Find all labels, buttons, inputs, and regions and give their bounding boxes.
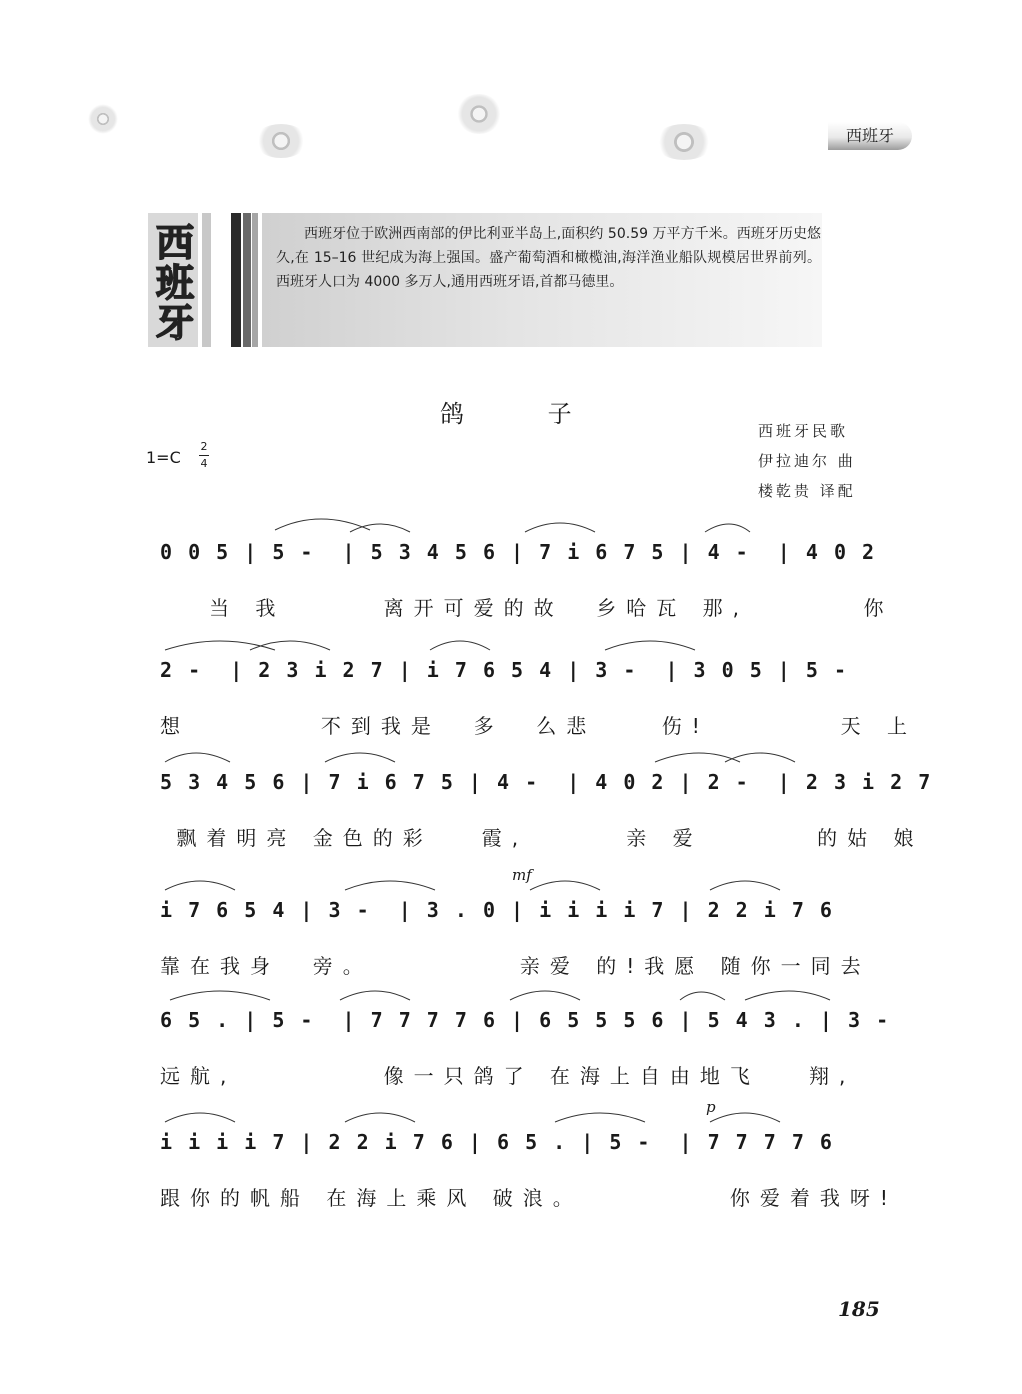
dynamic-mf: mf [512,866,532,884]
score-line [0,770,1022,880]
time-signature: 2 4 [200,440,208,470]
divider-bar [243,213,251,347]
divider-bar [231,213,241,347]
notation: i i i i 7 | 2 2 i 7 6 | 6 5 . | 5 - | 7 7 7 7 6 [160,1130,834,1154]
notation: i 7 6 5 4 | 3 - | 3 . 0 | i i i i 7 | 2 2 i 7 6 [160,898,834,922]
notation: 5 3 4 5 6 | 7 i 6 7 5 | 4 - | 4 0 2 | 2 - | 2 3 i 2 7 [160,770,933,794]
credit-translator: 楼乾贵 译配 [758,482,856,500]
lyric-line: 飘着明亮 金色的彩 霞, 亲 爱 的姑 娘 [160,826,924,850]
notation: 6 5 . | 5 - | 7 7 7 7 6 | 6 5 5 5 6 | 5 4 3 . | 3 - [160,1008,891,1032]
title-char: 班 [155,260,194,305]
notation: 2 - | 2 3 i 2 7 | i 7 6 5 4 | 3 - | 3 0 5 | 5 - [160,658,849,682]
title-char: 西 [155,220,194,265]
key-signature: 1=C [146,448,181,467]
lyric-line: 想 不到我是 多 么悲 伤! 天 上 [160,714,917,738]
lyric-line: 远航, 像一只鸽了 在海上自由地飞 翔, [160,1064,856,1088]
flower-decoration [654,124,714,160]
lyric-line: 当 我 离开可爱的故 乡哈瓦 那, 你 [160,596,894,620]
country-tab: 西班牙 [828,122,912,150]
lyric-line: 跟你的帆船 在海上乘风 破浪。 你爱着我呀! [160,1186,898,1210]
song-title: 鸽 子 [440,400,610,428]
dynamic-p: p [706,1098,716,1116]
intro-text: 西班牙位于欧洲西南部的伊比利亚半岛上,面积约 50.59 万平方千米。西班牙历史悠久,在 15–16 世纪成为海上强国。盛产葡萄酒和橄榄油,海洋渔业船队规模居世界前列。西班牙人口为 4000 多万人,通用西班牙语,首都马德里。 [276,226,821,290]
lyric-line: 靠在我身 旁。 亲爱 的!我愿 随你一同去 [160,954,871,978]
credit-origin: 西班牙民歌 [758,422,849,440]
divider-bar [252,213,258,347]
flower-decoration [88,104,118,134]
country-title-block [148,213,211,347]
title-char: 牙 [155,300,194,345]
credit-composer: 伊拉迪尔 曲 [758,452,856,470]
notation: 0 0 5 | 5 - | 5 3 4 5 6 | 7 i 6 7 5 | 4 - | 4 0 2 [160,540,877,564]
flower-decoration [456,94,502,134]
page-number: 185 [838,1297,880,1321]
score-line [0,1098,1022,1240]
flower-decoration [254,124,308,158]
